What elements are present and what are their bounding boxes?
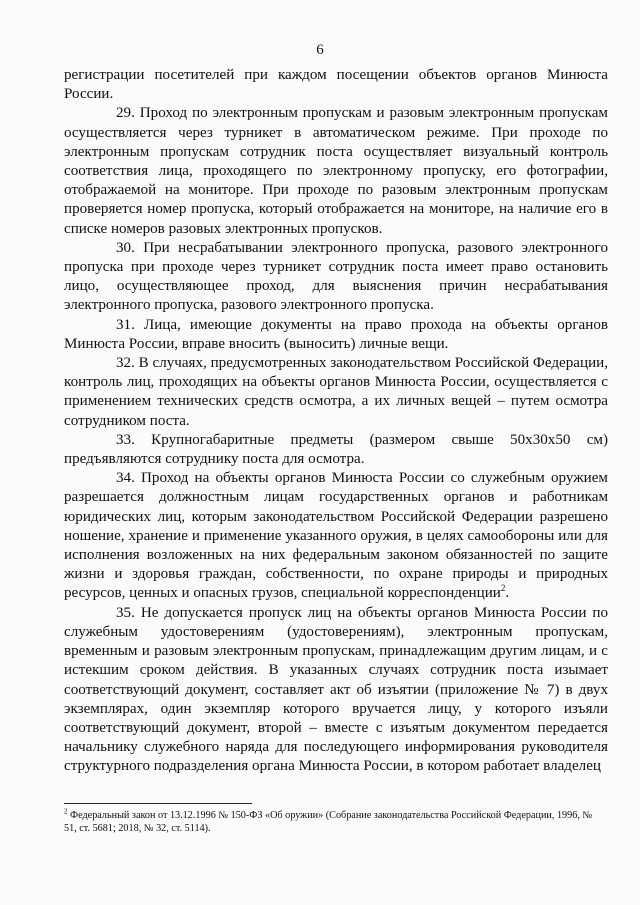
paragraph-35 (64, 604, 608, 777)
page-number: 6 (316, 42, 324, 58)
paragraph-29 (64, 104, 608, 238)
paragraph-text: 29. Проход по электронным пропускам и разовым электронным пропускам осуществляется через турникет в автоматическом режиме. При проходе по электронным пропускам сотрудник поста осуществляет визуальный контроль соответствия лица, проходящего по электронному пропуску, его фотографии, отображаемой на мониторе. При проходе по разовым электронным пропускам проверяется номер пропуска, который отображается на мониторе, на наличие его в списке номеров разовых электронных пропусков. (64, 105, 608, 237)
paragraph-text: 30. При несрабатывании электронного пропуска, разового электронного пропуска при проходе через турникет сотрудник поста имеет право остановить лицо, осуществляющее проход, для выяснения причин несрабатывания электронного пропуска, разового электронного пропуска. (64, 239, 608, 314)
paragraph-34 (64, 469, 608, 603)
paragraph-32 (64, 354, 608, 431)
paragraph-text: 34. Проход на объекты органов Минюста России со служебным оружием разрешается должностным лицам государственных органов и работникам юридических лиц, которым законодательством Российской Федерации разрешено ношение, хранение и применение указанного оружия, в целях самообороны или для исполнения возложенных на них федеральным законом обязанностей по защите жизни и здоровья граждан, собственности, по охране природы и природных ресурсов, ценных и опасных грузов, специальной корреспонденции (64, 470, 608, 602)
paragraph-text: 33. Крупногабаритные предметы (размером свыше 50x30x50 см) предъявляются сотруднику поста для осмотра. (64, 431, 608, 468)
paragraph-text: 35. Не допускается пропуск лиц на объекты органов Минюста России по служебным удостоверениям (удостоверениям), электронным пропускам, временным и разовым электронным пропускам, принадлежащим другим лицам, и с истекшим сроком действия. В указанных случаях сотрудник поста изымает соответствующий документ, составляет акт об изъятии (приложение № 7) в двух экземплярах, один экземпляр которого вручается лицу, у которого изъяли соответствующий документ, второй – вместе с изъятым документом передается начальнику служебного наряда для последующего информирования руководителя структурного подразделения органа Минюста России, в котором работает владелец (64, 604, 608, 775)
paragraph-text: 31. Лица, имеющие документы на право прохода на объекты органов Минюста России, вправе вносить (выносить) личные вещи. (64, 316, 608, 352)
footnote-text: Федеральный закон от 13.12.1996 № 150-ФЗ «Об оружии» (Собрание законодательства Российской Федерации, 1996, № 51, ст. 5681; 2018, № 32, ст. 5114). (64, 810, 593, 835)
paragraph-33 (64, 431, 608, 469)
paragraph-31 (64, 316, 608, 354)
paragraph-30 (64, 239, 608, 316)
footnote-marker: 2 (64, 807, 68, 816)
footnote-separator (64, 803, 252, 804)
paragraph-text: регистрации посетителей при каждом посещении объектов органов Минюста России. (64, 67, 608, 103)
paragraph-text: 32. В случаях, предусмотренных законодательством Российской Федерации, контроль лиц, проходящих на объекты органов Минюста России, осуществляется с применением технических средств осмотра, а их личных вещей – путем осмотра сотрудником поста. (64, 355, 608, 429)
footnote (64, 809, 604, 835)
footnote-reference[interactable]: 2 (500, 583, 506, 594)
paragraph-end-punctuation: . (505, 585, 510, 602)
document-body (64, 66, 608, 777)
paragraph-continuation (64, 66, 608, 104)
